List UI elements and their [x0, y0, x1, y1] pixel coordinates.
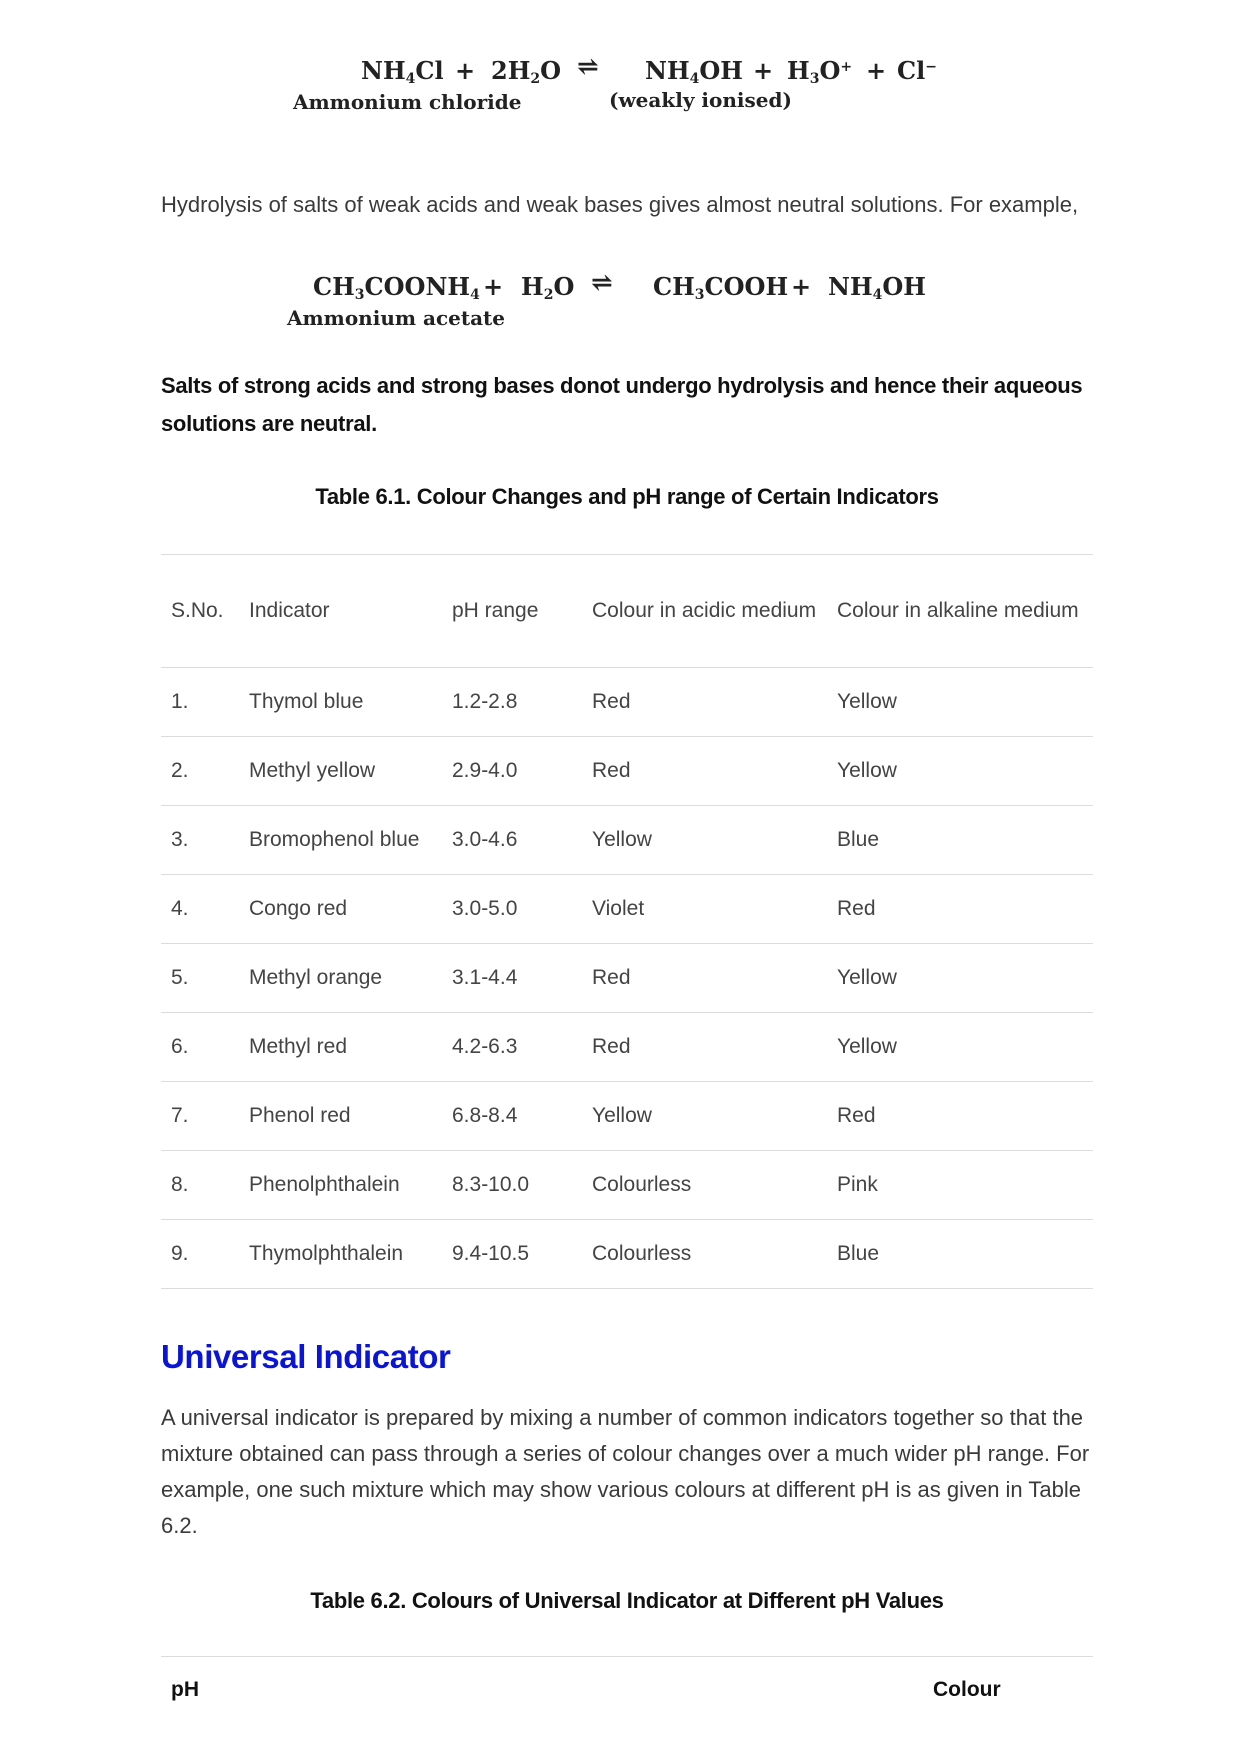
cell-ph-range: 3.1-4.4 [442, 944, 582, 1013]
cell-alkaline: Blue [827, 806, 1093, 875]
eq2-label-reactant: Ammonium acetate [287, 306, 506, 330]
header-alkaline-colour: Colour in alkaline medium [827, 555, 1093, 668]
cell-acidic: Violet [582, 875, 827, 944]
eq1-reactant1: $NH_4Cl$ [361, 56, 444, 87]
header-colour: Colour [933, 1657, 1093, 1724]
equation-ammonium-acetate: $CH_3COONH_4$ + $H_2O$ ⇌ $CH_3COOH$ + $NH_4OH$ [313, 268, 926, 303]
cell-alkaline: Blue [827, 1220, 1093, 1289]
eq1-product1: $NH_4OH$ [645, 56, 743, 87]
cell-indicator: Thymolphthalein [239, 1220, 442, 1289]
cell-ph-range: 4.2-6.3 [442, 1013, 582, 1082]
cell-alkaline: Pink [827, 1151, 1093, 1220]
header-indicator: Indicator [239, 555, 442, 668]
cell-acidic: Red [582, 944, 827, 1013]
equation-ammonium-chloride: $NH_4Cl$ + $2H_2O$ ⇌ $NH_4OH$ + $H_3O^+$ + Cl− [361, 52, 937, 87]
eq2-product1: $CH_3COOH$ [653, 272, 789, 303]
table-header-row [161, 1657, 1093, 1724]
cell-ph-range: 3.0-5.0 [442, 875, 582, 944]
eq1-product2: $H_3O^+$ [787, 56, 853, 87]
section-heading-universal-indicator: Universal Indicator [161, 1338, 451, 1375]
cell-acidic: Yellow [582, 806, 827, 875]
eq2-reactant2: $H_2O$ [521, 272, 575, 303]
cell-ph-range: 9.4-10.5 [442, 1220, 582, 1289]
indicators-table [161, 554, 1093, 1289]
cell-indicator: Phenol red [239, 1082, 442, 1151]
cell-acidic: Red [582, 737, 827, 806]
table-row [161, 944, 1093, 1013]
table-row [161, 1082, 1093, 1151]
header-ph-range: pH range [442, 555, 582, 668]
table-row [161, 1220, 1093, 1289]
cell-acidic: Colourless [582, 1220, 827, 1289]
cell-ph-range: 3.0-4.6 [442, 806, 582, 875]
cell-sno: 8. [161, 1151, 239, 1220]
cell-alkaline: Red [827, 1082, 1093, 1151]
cell-indicator: Methyl red [239, 1013, 442, 1082]
cell-sno: 9. [161, 1220, 239, 1289]
eq2-reactant1: $CH_3COONH_4$ [313, 272, 480, 303]
cell-ph-range: 1.2-2.8 [442, 668, 582, 737]
cell-indicator: Congo red [239, 875, 442, 944]
eq2-product2: $NH_4OH$ [828, 272, 926, 303]
cell-ph-range: 8.3-10.0 [442, 1151, 582, 1220]
cell-acidic: Yellow [582, 1082, 827, 1151]
cell-sno: 2. [161, 737, 239, 806]
cell-indicator: Methyl yellow [239, 737, 442, 806]
cell-alkaline: Yellow [827, 737, 1093, 806]
cell-sno: 5. [161, 944, 239, 1013]
cell-indicator: Phenolphthalein [239, 1151, 442, 1220]
eq1-label-reactant: Ammonium chloride [293, 90, 522, 114]
paragraph-universal-indicator: A universal indicator is prepared by mixing a number of common indicators together so that the mixture obtained can pass through a series of colour changes over a much wider pH range. For example, one such mixture which may show various colours at different pH is as given in Table 6.2. [161, 1405, 1090, 1538]
paragraph-strong-note: Salts of strong acids and strong bases donot undergo hydrolysis and hence their aqueous solutions are neutral. [161, 373, 1083, 436]
header-acidic-colour: Colour in acidic medium [582, 555, 827, 668]
table-row [161, 668, 1093, 737]
table-row [161, 737, 1093, 806]
eq1-label-product: (weakly ionised) [609, 88, 792, 112]
cell-indicator: Methyl orange [239, 944, 442, 1013]
cell-alkaline: Yellow [827, 668, 1093, 737]
cell-acidic: Red [582, 1013, 827, 1082]
cell-alkaline: Yellow [827, 944, 1093, 1013]
cell-alkaline: Yellow [827, 1013, 1093, 1082]
equilibrium-arrow-icon: ⇌ [577, 52, 599, 82]
cell-ph-range: 6.8-8.4 [442, 1082, 582, 1151]
table1-caption: Table 6.1. Colour Changes and pH range of Certain Indicators [315, 484, 939, 509]
cell-ph-range: 2.9-4.0 [442, 737, 582, 806]
eq1-reactant2: $2H_2O$ [491, 56, 562, 87]
table-header-row [161, 555, 1093, 668]
table-row [161, 1013, 1093, 1082]
cell-sno: 6. [161, 1013, 239, 1082]
universal-indicator-table [161, 1656, 1093, 1723]
header-sno: S.No. [161, 555, 239, 668]
paragraph-hydrolysis-weak: Hydrolysis of salts of weak acids and weak bases gives almost neutral solutions. For example, [161, 192, 1079, 217]
table2-caption: Table 6.2. Colours of Universal Indicator at Different pH Values [310, 1588, 944, 1613]
table-row [161, 806, 1093, 875]
cell-alkaline: Red [827, 875, 1093, 944]
cell-sno: 7. [161, 1082, 239, 1151]
cell-acidic: Red [582, 668, 827, 737]
cell-acidic: Colourless [582, 1151, 827, 1220]
table-row [161, 875, 1093, 944]
cell-indicator: Bromophenol blue [239, 806, 442, 875]
cell-indicator: Thymol blue [239, 668, 442, 737]
cell-sno: 1. [161, 668, 239, 737]
cell-sno: 3. [161, 806, 239, 875]
eq1-product3: Cl− [897, 56, 937, 85]
equilibrium-arrow-icon: ⇌ [591, 268, 613, 298]
table-row [161, 1151, 1093, 1220]
header-ph: pH [161, 1657, 933, 1724]
cell-sno: 4. [161, 875, 239, 944]
